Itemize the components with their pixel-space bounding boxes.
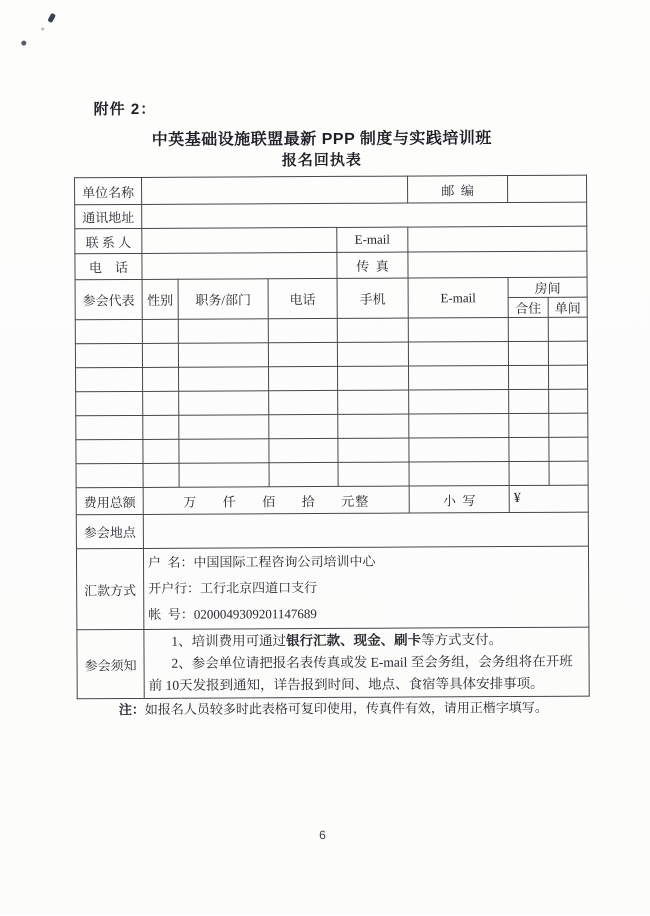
empty-cell xyxy=(75,319,142,343)
phone-label: 电 话 xyxy=(75,253,142,279)
delegates-rep-header: 参会代表 xyxy=(75,279,142,319)
address-label: 通讯地址 xyxy=(75,204,142,228)
empty-cell xyxy=(508,341,548,365)
address-row xyxy=(75,202,587,229)
empty-cell xyxy=(269,438,338,462)
empty-cell xyxy=(76,367,143,391)
empty-cell xyxy=(509,437,549,461)
room-single-header: 单间 xyxy=(548,297,587,317)
remittance-label: 汇款方式 xyxy=(76,548,143,629)
contact-row xyxy=(75,226,587,254)
empty-cell xyxy=(143,463,179,487)
empty-cell xyxy=(548,341,587,365)
empty-cell xyxy=(409,438,509,463)
empty-cell xyxy=(409,366,509,391)
empty-cell xyxy=(268,342,337,366)
phone-row xyxy=(75,251,587,280)
empty-cell xyxy=(269,366,338,390)
delegates-room-header: 房间 xyxy=(508,277,587,297)
empty-cell xyxy=(76,415,143,439)
venue-cell xyxy=(143,512,588,548)
empty-cell xyxy=(509,389,549,413)
empty-cell xyxy=(338,390,409,414)
empty-cell xyxy=(409,462,509,487)
empty-cell xyxy=(549,413,588,437)
empty-cell xyxy=(178,319,268,343)
footnote-text: 如报名人员较多时此表格可复印使用，传真件有效，请用正楷字填写。 xyxy=(144,699,548,717)
empty-cell xyxy=(509,413,549,437)
footnote xyxy=(119,699,589,718)
empty-cell xyxy=(269,390,338,414)
empty-cell xyxy=(179,391,269,415)
address-cell xyxy=(142,202,587,228)
venue-row xyxy=(76,512,588,549)
bank-branch-line: 开户行：工行北京四道口支行 xyxy=(148,580,318,596)
document-subtitle: 报名回执表 xyxy=(281,151,362,170)
venue-label: 参会地点 xyxy=(76,514,143,548)
empty-cell xyxy=(143,415,179,439)
notice-content-cell xyxy=(144,627,589,698)
empty-cell xyxy=(509,461,549,485)
fee-total-row xyxy=(76,485,588,515)
empty-cell xyxy=(75,343,142,367)
fee-small-label: 小 写 xyxy=(409,486,509,514)
empty-cell xyxy=(179,367,269,391)
footnote-label: 注： xyxy=(118,701,145,718)
phone-cell xyxy=(142,252,337,279)
empty-cell xyxy=(338,366,409,390)
ink-speck xyxy=(47,13,56,23)
empty-cell xyxy=(549,461,588,485)
remittance-details-cell xyxy=(143,546,588,629)
notice-item1-prefix: 1、培训费用可通过 xyxy=(171,633,287,649)
empty-cell xyxy=(143,439,179,463)
delegate-empty-row xyxy=(76,365,588,392)
empty-cell xyxy=(178,343,268,367)
empty-cell xyxy=(143,391,179,415)
postal-code-label: 邮 编 xyxy=(408,176,508,204)
empty-cell xyxy=(549,389,588,413)
empty-cell xyxy=(338,462,409,486)
room-shared-header: 合住 xyxy=(508,297,548,317)
delegates-email-header: E-mail xyxy=(408,278,508,319)
empty-cell xyxy=(179,439,269,463)
delegate-empty-row xyxy=(75,341,587,368)
empty-cell xyxy=(269,414,338,438)
empty-cell xyxy=(338,438,409,462)
notice-row xyxy=(77,627,589,699)
contact-email-cell xyxy=(408,226,587,252)
empty-cell xyxy=(142,319,178,343)
delegate-empty-row xyxy=(76,437,588,464)
delegates-header-row xyxy=(75,277,587,300)
notice-item-1 xyxy=(148,629,584,653)
empty-cell xyxy=(76,391,143,415)
unit-name-row xyxy=(75,175,587,205)
attachment-label: 附件 2： xyxy=(93,100,157,119)
postal-code-cell xyxy=(508,175,587,202)
empty-cell xyxy=(509,365,549,389)
fee-amount-caps-cell: 万 仟 佰 拾 元整 xyxy=(143,486,409,514)
ink-speck xyxy=(41,27,44,30)
empty-cell xyxy=(409,390,509,415)
empty-cell xyxy=(337,342,408,366)
delegates-mobile-header: 手机 xyxy=(337,278,408,318)
empty-cell xyxy=(408,318,508,343)
account-name-line: 户 名：中国国际工程咨询公司培训中心 xyxy=(147,553,376,570)
delegate-empty-row xyxy=(76,461,588,488)
empty-cell xyxy=(179,415,269,439)
empty-cell xyxy=(143,367,179,391)
fee-total-label: 费用总额 xyxy=(76,487,143,514)
account-number-line: 帐 号：0200049309201147689 xyxy=(148,606,317,622)
delegate-empty-row xyxy=(75,317,587,344)
fax-cell xyxy=(408,251,587,278)
delegates-phone-header: 电话 xyxy=(268,278,337,318)
empty-cell xyxy=(179,463,269,487)
empty-cell xyxy=(269,462,338,486)
contact-label: 联 系 人 xyxy=(75,228,142,253)
contact-email-label: E-mail xyxy=(337,227,408,252)
empty-cell xyxy=(142,343,178,367)
notice-item1-suffix: 等方式支付。 xyxy=(421,632,503,648)
fee-currency-cell: ¥ xyxy=(509,485,588,512)
empty-cell xyxy=(76,463,143,487)
empty-cell xyxy=(508,317,548,341)
empty-cell xyxy=(76,439,143,463)
empty-cell xyxy=(549,437,588,461)
empty-cell xyxy=(409,414,509,439)
empty-cell xyxy=(548,317,587,341)
fax-label: 传 真 xyxy=(337,252,408,278)
delegates-position-header: 职务/部门 xyxy=(178,279,268,319)
remittance-row xyxy=(76,546,588,630)
empty-cell xyxy=(337,318,408,342)
delegate-empty-row xyxy=(76,413,588,440)
delegate-empty-row xyxy=(76,389,588,416)
empty-cell xyxy=(408,342,508,367)
notice-item1-bold-payment-methods: 银行汇款、现金、刷卡 xyxy=(286,632,422,649)
document-title: 中英基础设施联盟最新 PPP 制度与实践培训班 xyxy=(151,130,492,149)
empty-cell xyxy=(549,365,588,389)
contact-cell xyxy=(142,227,337,253)
unit-name-cell xyxy=(142,176,408,204)
delegates-gender-header: 性别 xyxy=(142,279,178,319)
ink-speck xyxy=(21,41,26,46)
registration-form-table xyxy=(74,175,590,700)
unit-name-label: 单位名称 xyxy=(75,177,142,204)
page-number: 6 xyxy=(319,828,326,843)
notice-item-2: 2、参会单位请把报名表传真或发 E-mail 至会务组，会务组将在开班前 10天发报到通知，详告报到时间、地点、食宿等具体安排事项。 xyxy=(148,653,573,693)
notice-label: 参会须知 xyxy=(77,629,144,698)
empty-cell xyxy=(338,414,409,438)
empty-cell xyxy=(268,318,337,342)
